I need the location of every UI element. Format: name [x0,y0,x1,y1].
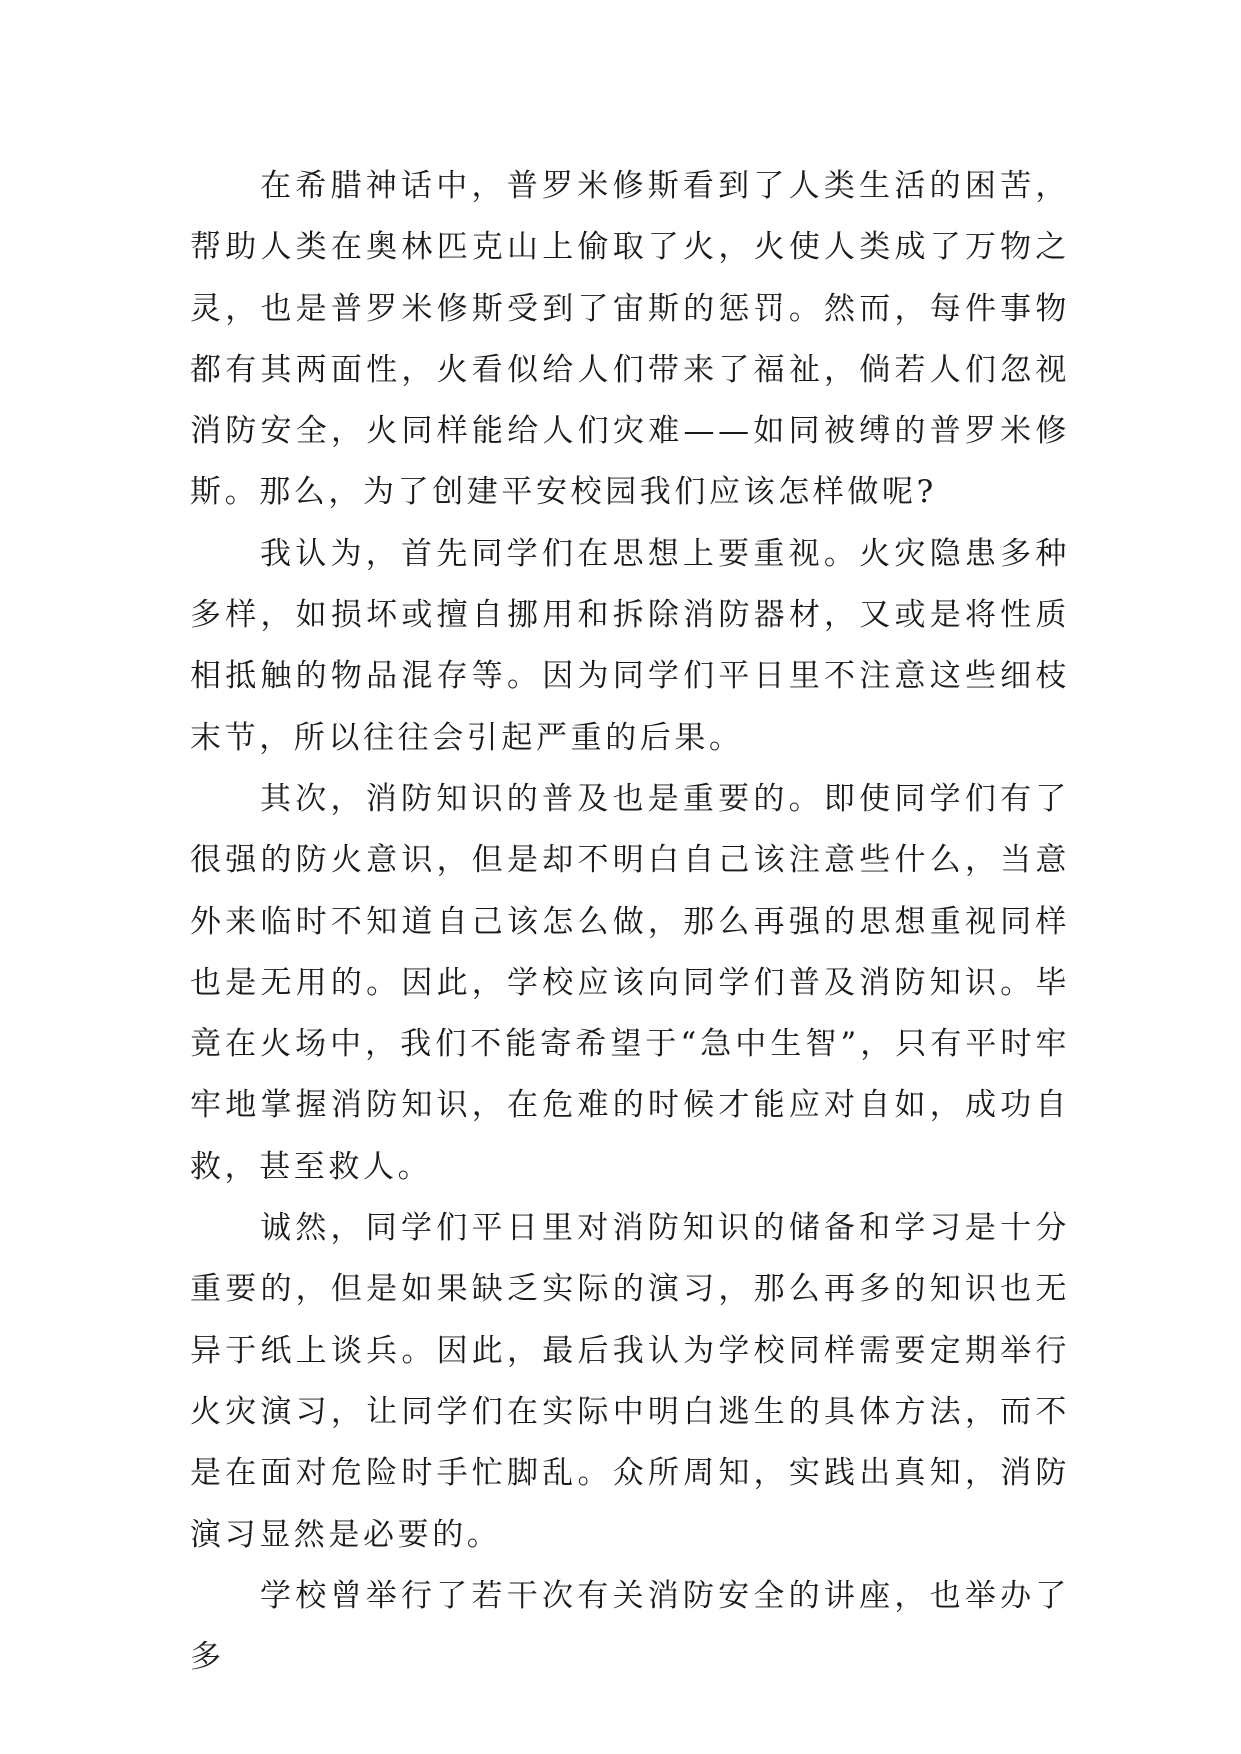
paragraph-2: 我认为，首先同学们在思想上要重视。火灾隐患多种多样，如损坏或擅自挪用和拆除消防器材，又或是将性质相抵触的物品混存等。因为同学们平日里不注意这些细枝末节，所以往往会引起严重的后果。 [190,535,1070,756]
paragraph-1: 在希腊神话中，普罗米修斯看到了人类生活的困苦，帮助人类在奥林匹克山上偷取了火，火使人类成了万物之灵，也是普罗米修斯受到了宙斯的惩罚。然而，每件事物都有其两面性，火看似给人们带来了福祉，倘若人们忽视消防安全，火同样能给人们灾难——如同被缚的普罗米修斯。那么，为了创建平安校园我们应该怎样做呢? [190,168,1070,511]
paragraph-5: 学校曾举行了若干次有关消防安全的讲座，也举办了多 [190,1577,1070,1676]
paragraph-3: 其次，消防知识的普及也是重要的。即使同学们有了很强的防火意识，但是却不明白自己该注意些什么，当意外来临时不知道自己该怎么做，那么再强的思想重视同样也是无用的。因此，学校应该向同学们普及消防知识。毕竟在火场中，我们不能寄希望于“急中生智”，只有平时牢牢地掌握消防知识，在危难的时候才能应对自如，成功自救，甚至救人。 [190,780,1070,1185]
document-body [190,156,1070,1688]
paragraph-4: 诚然，同学们平日里对消防知识的储备和学习是十分重要的，但是如果缺乏实际的演习，那么再多的知识也无异于纸上谈兵。因此，最后我认为学校同样需要定期举行火灾演习，让同学们在实际中明白逃生的具体方法，而不是在面对危险时手忙脚乱。众所周知，实践出真知，消防演习显然是必要的。 [190,1210,1070,1553]
